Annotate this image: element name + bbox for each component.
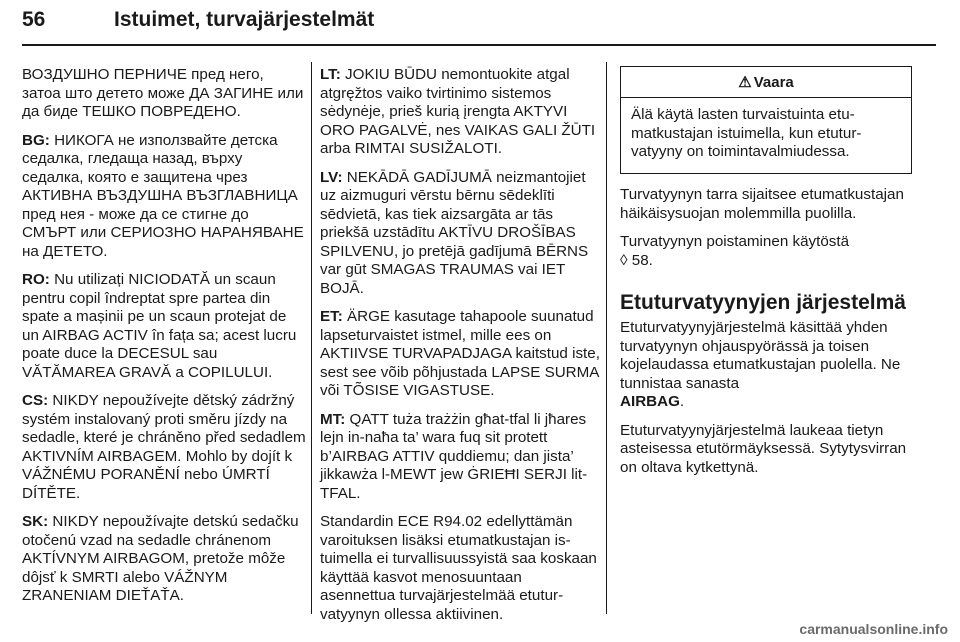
column-middle (320, 66, 600, 634)
mt-warning-paragraph (320, 411, 600, 504)
chapter-title: Istuimet, turvajärjestelmät (114, 8, 375, 31)
page-reference-icon: ◊ (620, 251, 628, 269)
warning-body: Älä käytä lasten turvaistuinta etumatkustajan istuimella, kun etuturvatyyny on toimintavalmiudessa. (631, 106, 862, 160)
label-location-paragraph: Turvatyynyn tarra sijaitsee etumatkustajan häikäisysuojan molemmilla puolilla. (620, 186, 904, 222)
cs-warning-paragraph (22, 392, 306, 503)
warning-text: ÄRGE kasutage tahapoole suunatud lapseturvaistet istmel, mille ees on AKTIIVSE TURVAPADJAGA kaitstud iste, sest see võib põhjustada LAPSE SURMA või TÕSISE VIGASTUSE. (320, 308, 600, 399)
lang-label: RO: (22, 271, 50, 288)
description-text: Etuturvatyynyjärjestelmä käsittää yhden turvatyynyn ohjauspyörässä ja toisen kojelaudassa etumatkustajan puolella. Ne tunnistaa sanasta (620, 319, 901, 392)
warning-text: НИКОГА не използвайте детска седалка, гледаща назад, върху седалка, която е защитена чрез АКТИВНА ВЪЗДУШНА ВЪЗГЛАВНИЦА пред нея - може да се стигне до СМЪРТ или СЕРИОЗНО НАРАНЯВАНЕ на ДЕТЕТО. (22, 131, 304, 260)
warning-text: NIKDY nepoužívajte detskú sedačku otočenú vzad na sedadle chránenom AKTÍVNYM AIRBAGOM, pretože môže dôjsť k SMRTI alebo VÁŽNYM ZRANENIAM DIEŤAŤA. (22, 513, 299, 604)
reference-text: Turvatyynyn poistaminen käytöstä (620, 233, 850, 250)
ro-warning-paragraph (22, 271, 306, 382)
section-heading: Etuturvatyynyjen järjestelmä (620, 291, 906, 314)
lang-label: ET: (320, 308, 343, 325)
lt-warning-paragraph (320, 66, 600, 159)
warning-title: Vaara (753, 73, 794, 91)
punctuation: . (679, 393, 685, 410)
page-number: 56 (22, 8, 46, 31)
lang-label: LT: (320, 66, 341, 83)
warning-box (620, 66, 912, 174)
standard-paragraph: Standardin ECE R94.02 edellyttämän varoituksen lisäksi etumatkustajan istuimella ei turvallisuussyistä saa koskaan käyttää kasvot menosuuntaan asennettua turvajärjestelmää etuturvatyynyn ollessa aktiivinen. (320, 513, 597, 623)
column-divider (311, 62, 312, 614)
warning-text: Nu utilizați NICIODATĂ un scaun pentru copil îndreptat spre partea din spate a mașinii pe un scaun protejat de un AIRBAG ACTIV în fața sa; acest lucru poate duce la DECESUL sau VĂTĂMAREA GRAVĂ a COPILULUI. (22, 271, 297, 381)
column-divider (606, 62, 607, 614)
lang-label: BG: (22, 131, 50, 149)
lang-label: LV: (320, 168, 343, 186)
warning-text: QATT tuża trażżin għat-tfal li jħares lejn in-naħa ta’ wara fuq sit protett b’AIRBAG ATTIV quddiemu; dan jista’ jikkawża l-MEWT jew ĠRIEĦI SERJI lit-TFAL. (320, 410, 588, 502)
warning-triangle-icon: ⚠ (738, 74, 752, 91)
warning-text: JOKIU BŪDU nemontuokite atgal atgręžtos vaiko tvirtinimo sistemos sėdynėje, prieš kurią įrengta AKTYVI ORO PAGALVĖ, nes VAIKAS GALI ŽŪTI arba RIMTAI SUSIŽALOTI. (320, 66, 596, 157)
page-header (0, 0, 960, 52)
warning-text: NIKDY nepoužívejte dětský zádržný systém instalovaný proti směru jízdy na sedadle, které je chráněno před sedadlem AKTIVNÍM AIRBAGEM. Mohlo by dojít k VÁŽNÉMU PORANĚNÍ nebo ÚMRTÍ DÍTĚTE. (22, 392, 306, 502)
deployment-paragraph: Etuturvatyynyjärjestelmä laukeaa tietyn asteisessa etutörmäyksessä. Sytytysvirran on oltava kytkettynä. (620, 421, 907, 476)
lang-label: MT: (320, 410, 346, 428)
column-left (22, 66, 306, 616)
warning-header (621, 67, 911, 98)
deactivation-reference (620, 233, 914, 270)
header-rule (22, 44, 936, 46)
lv-warning-paragraph (320, 169, 600, 299)
warning-text: NEKĀDĀ GADĪJUMĀ neizmantojiet uz aizmuguri vērstu bērnu sēdeklīti sēdvietā, kas tiek aizsargāta ar tās priekšā uzstādītu AKTĪVU DROŠĪBAS SPILVENU, jo pretējā gadījumā BĒRNS var gūt SMAGAS TRAUMAS vai IET BOJĀ. (320, 168, 589, 297)
page-reference-link[interactable]: 58. (631, 251, 653, 269)
column-right (620, 186, 914, 487)
airbag-word: AIRBAG (620, 393, 680, 410)
lang-label: SK: (22, 513, 49, 530)
et-warning-paragraph (320, 308, 600, 401)
site-watermark: carmanualsonline.info (799, 621, 948, 637)
sk-warning-paragraph (22, 513, 306, 606)
system-description-paragraph (620, 319, 914, 412)
lang-label: CS: (22, 392, 49, 409)
bg-warning-paragraph (22, 132, 306, 262)
mk-warning-paragraph: ВОЗДУШНО ПЕРНИЧЕ пред него, затоа што детето може ДА ЗАГИНЕ или да биде ТЕШКО ПОВРЕДЕНО. (22, 66, 304, 120)
